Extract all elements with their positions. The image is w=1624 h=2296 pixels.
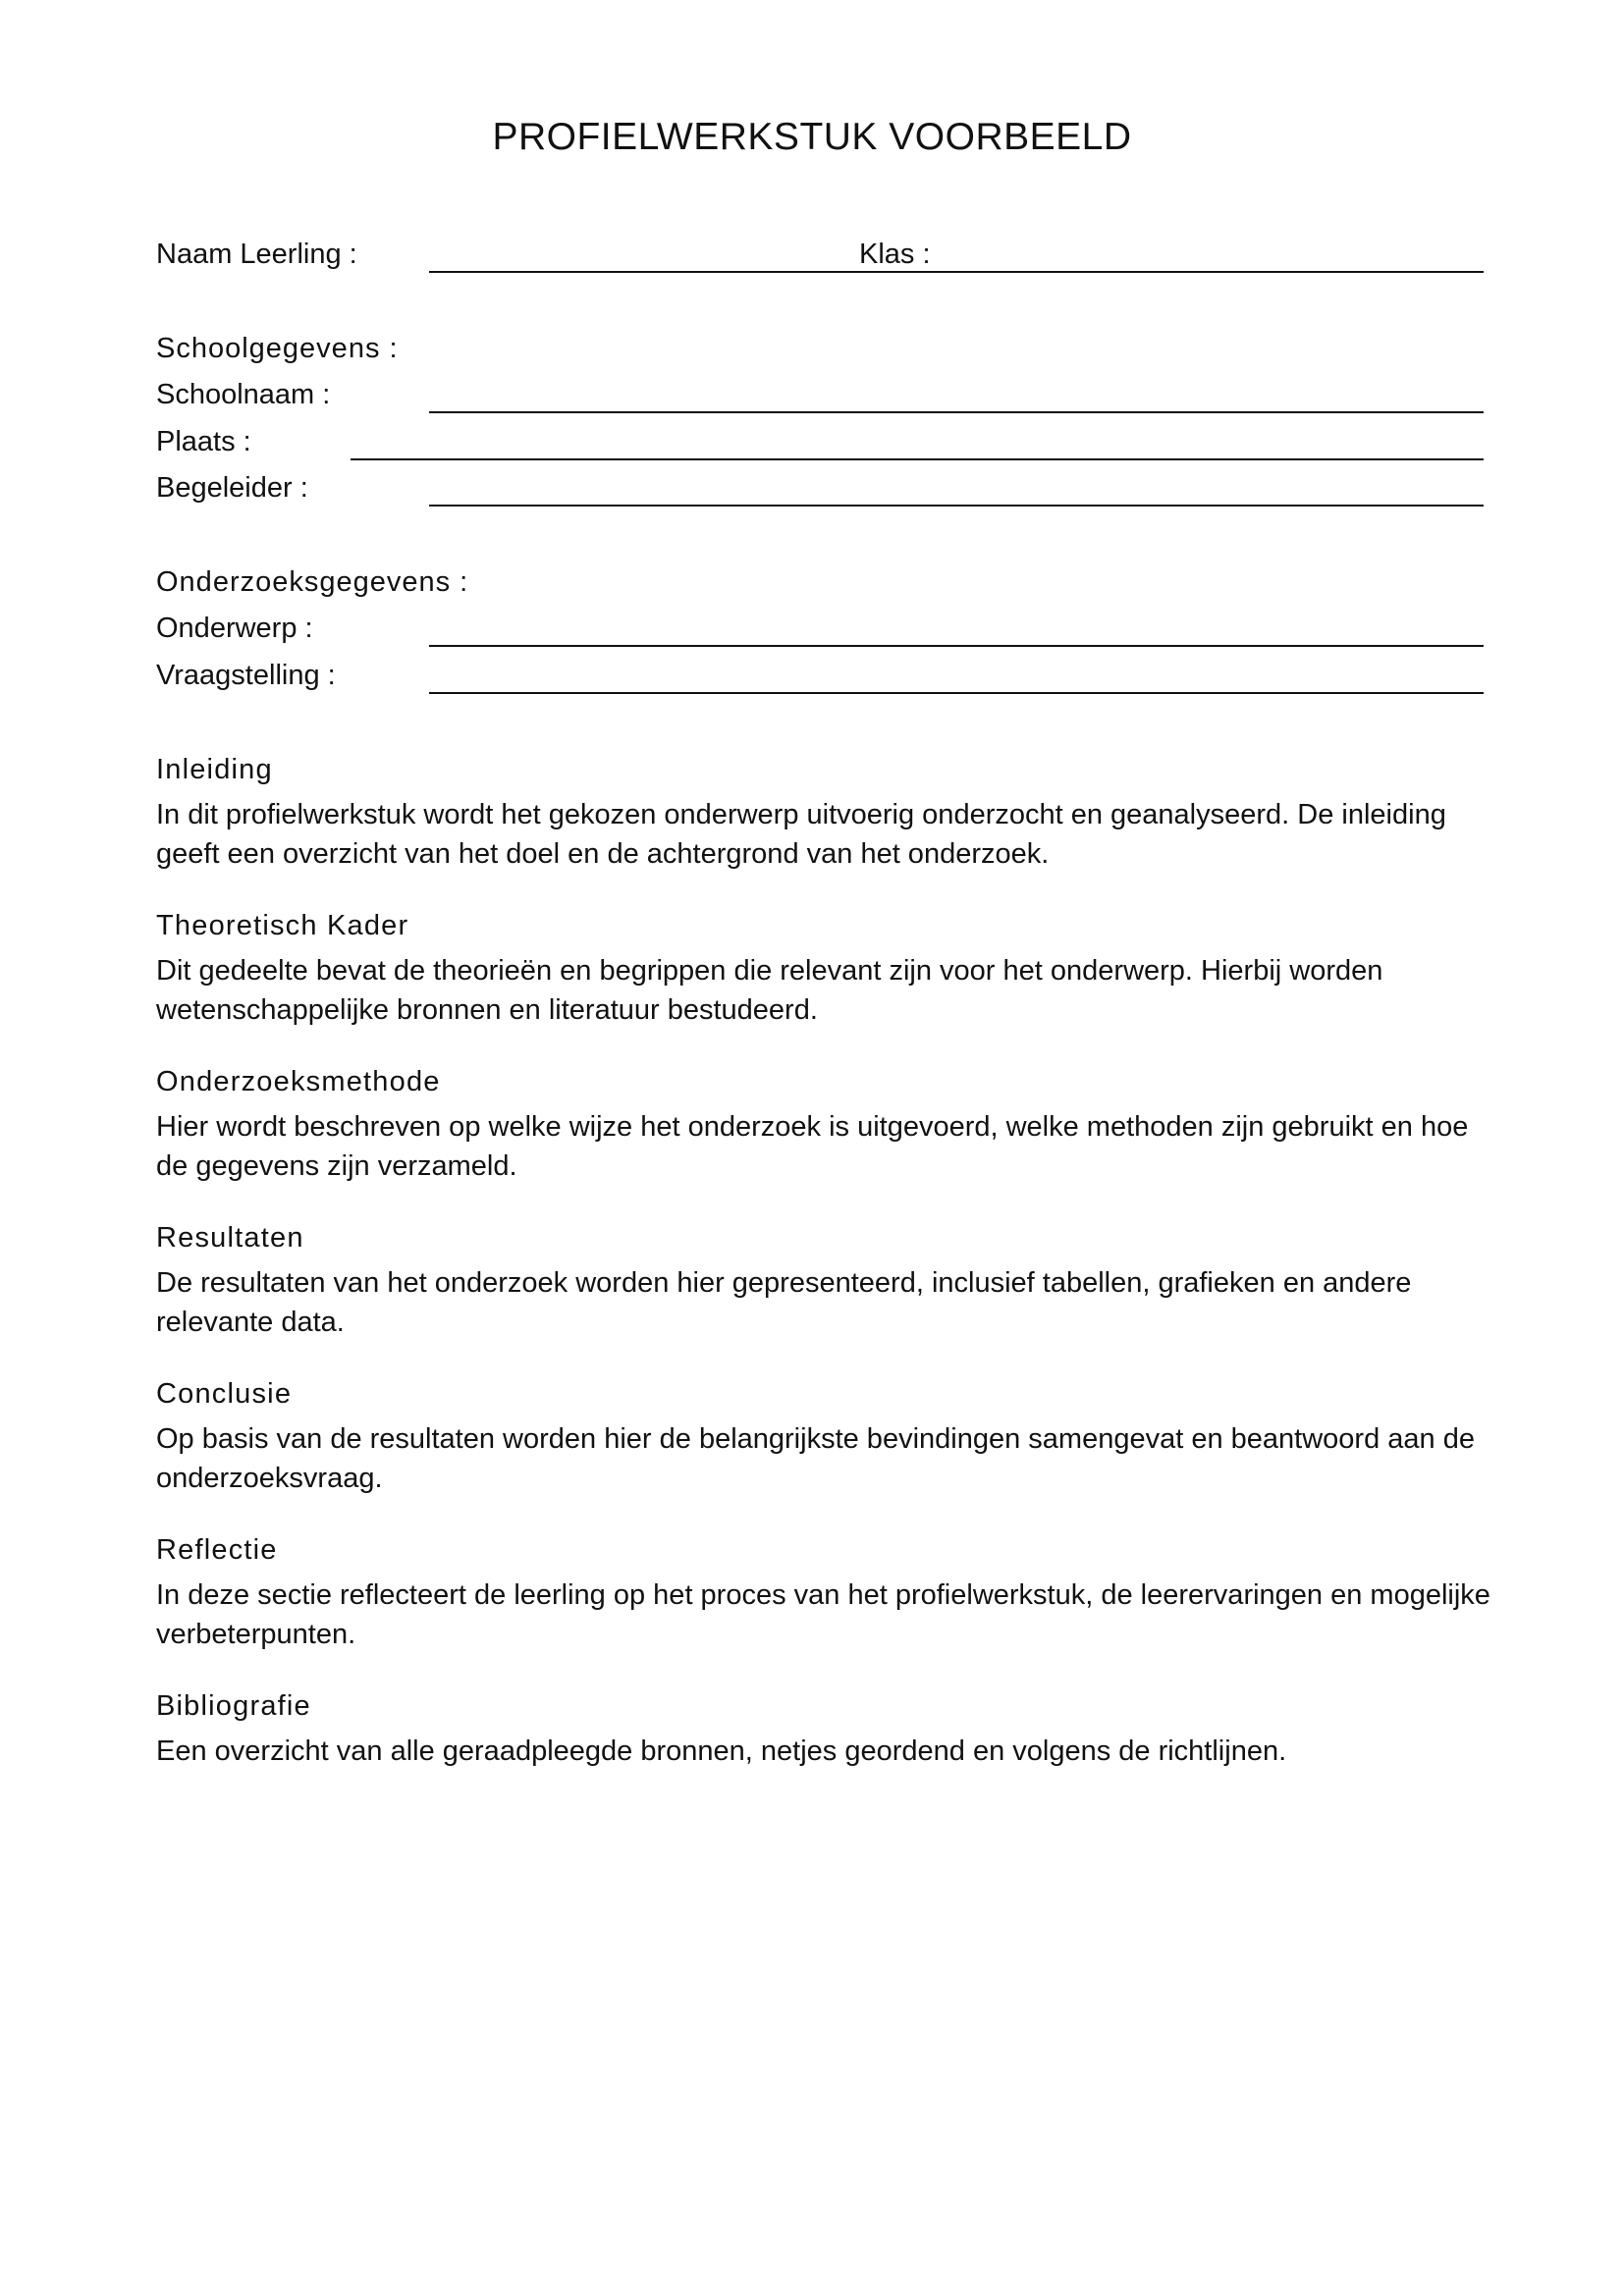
class-label: Klas : [859, 239, 931, 270]
supervisor-label: Begeleider : [156, 472, 308, 504]
section-heading-onderzoeksmethode: Onderzoeksmethode [156, 1066, 441, 1097]
school-name-line[interactable] [429, 411, 1484, 413]
section-heading-inleiding: Inleiding [156, 754, 273, 785]
section-body-onderzoeksmethode: Hier wordt beschreven op welke wijze het onderzoek is uitgevoerd, welke methoden zijn gebruikt en hoe de gegevens zijn verzameld. [156, 1111, 1469, 1182]
question-label: Vraagstelling : [156, 660, 336, 691]
supervisor-line[interactable] [429, 505, 1484, 507]
section-heading-theoretisch-kader: Theoretisch Kader [156, 910, 409, 941]
student-name-line[interactable] [429, 271, 1484, 273]
research-info-heading: Onderzoeksgegevens : [156, 566, 469, 598]
section-body-bibliografie: Een overzicht van alle geraadpleegde bronnen, netjes geordend en volgens de richtlijnen. [156, 1735, 1287, 1767]
section-heading-bibliografie: Bibliografie [156, 1690, 311, 1722]
question-line[interactable] [429, 692, 1484, 694]
section-body-conclusie: Op basis van de resultaten worden hier de belangrijkste bevindingen samengevat en beantwoord aan de onderzoeksvraag. [156, 1423, 1475, 1494]
section-body-resultaten: De resultaten van het onderzoek worden hier gepresenteerd, inclusief tabellen, grafieken en andere relevante data. [156, 1267, 1412, 1338]
place-line[interactable] [351, 458, 1484, 460]
subject-label: Onderwerp : [156, 613, 313, 644]
section-heading-conclusie: Conclusie [156, 1378, 293, 1410]
school-name-label: Schoolnaam : [156, 379, 331, 410]
place-label: Plaats : [156, 426, 251, 457]
student-name-label: Naam Leerling : [156, 239, 357, 270]
section-heading-resultaten: Resultaten [156, 1222, 304, 1254]
section-body-reflectie: In deze sectie reflecteert de leerling op het proces van het profielwerkstuk, de leerervaringen en mogelijke verbeterpunten. [156, 1579, 1490, 1650]
section-body-inleiding: In dit profielwerkstuk wordt het gekozen onderwerp uitvoerig onderzocht en geanalyseerd. De inleiding geeft een overzicht van het doel en de achtergrond van het onderzoek. [156, 799, 1446, 870]
page-title: PROFIELWERKSTUK VOORBEELD [492, 116, 1132, 158]
school-info-heading: Schoolgegevens : [156, 333, 399, 364]
section-heading-reflectie: Reflectie [156, 1534, 278, 1566]
subject-line[interactable] [429, 645, 1484, 647]
section-body-theoretisch-kader: Dit gedeelte bevat de theorieën en begrippen die relevant zijn voor het onderwerp. Hierbij worden wetenschappelijke bronnen en literatuur bestudeerd. [156, 955, 1383, 1026]
